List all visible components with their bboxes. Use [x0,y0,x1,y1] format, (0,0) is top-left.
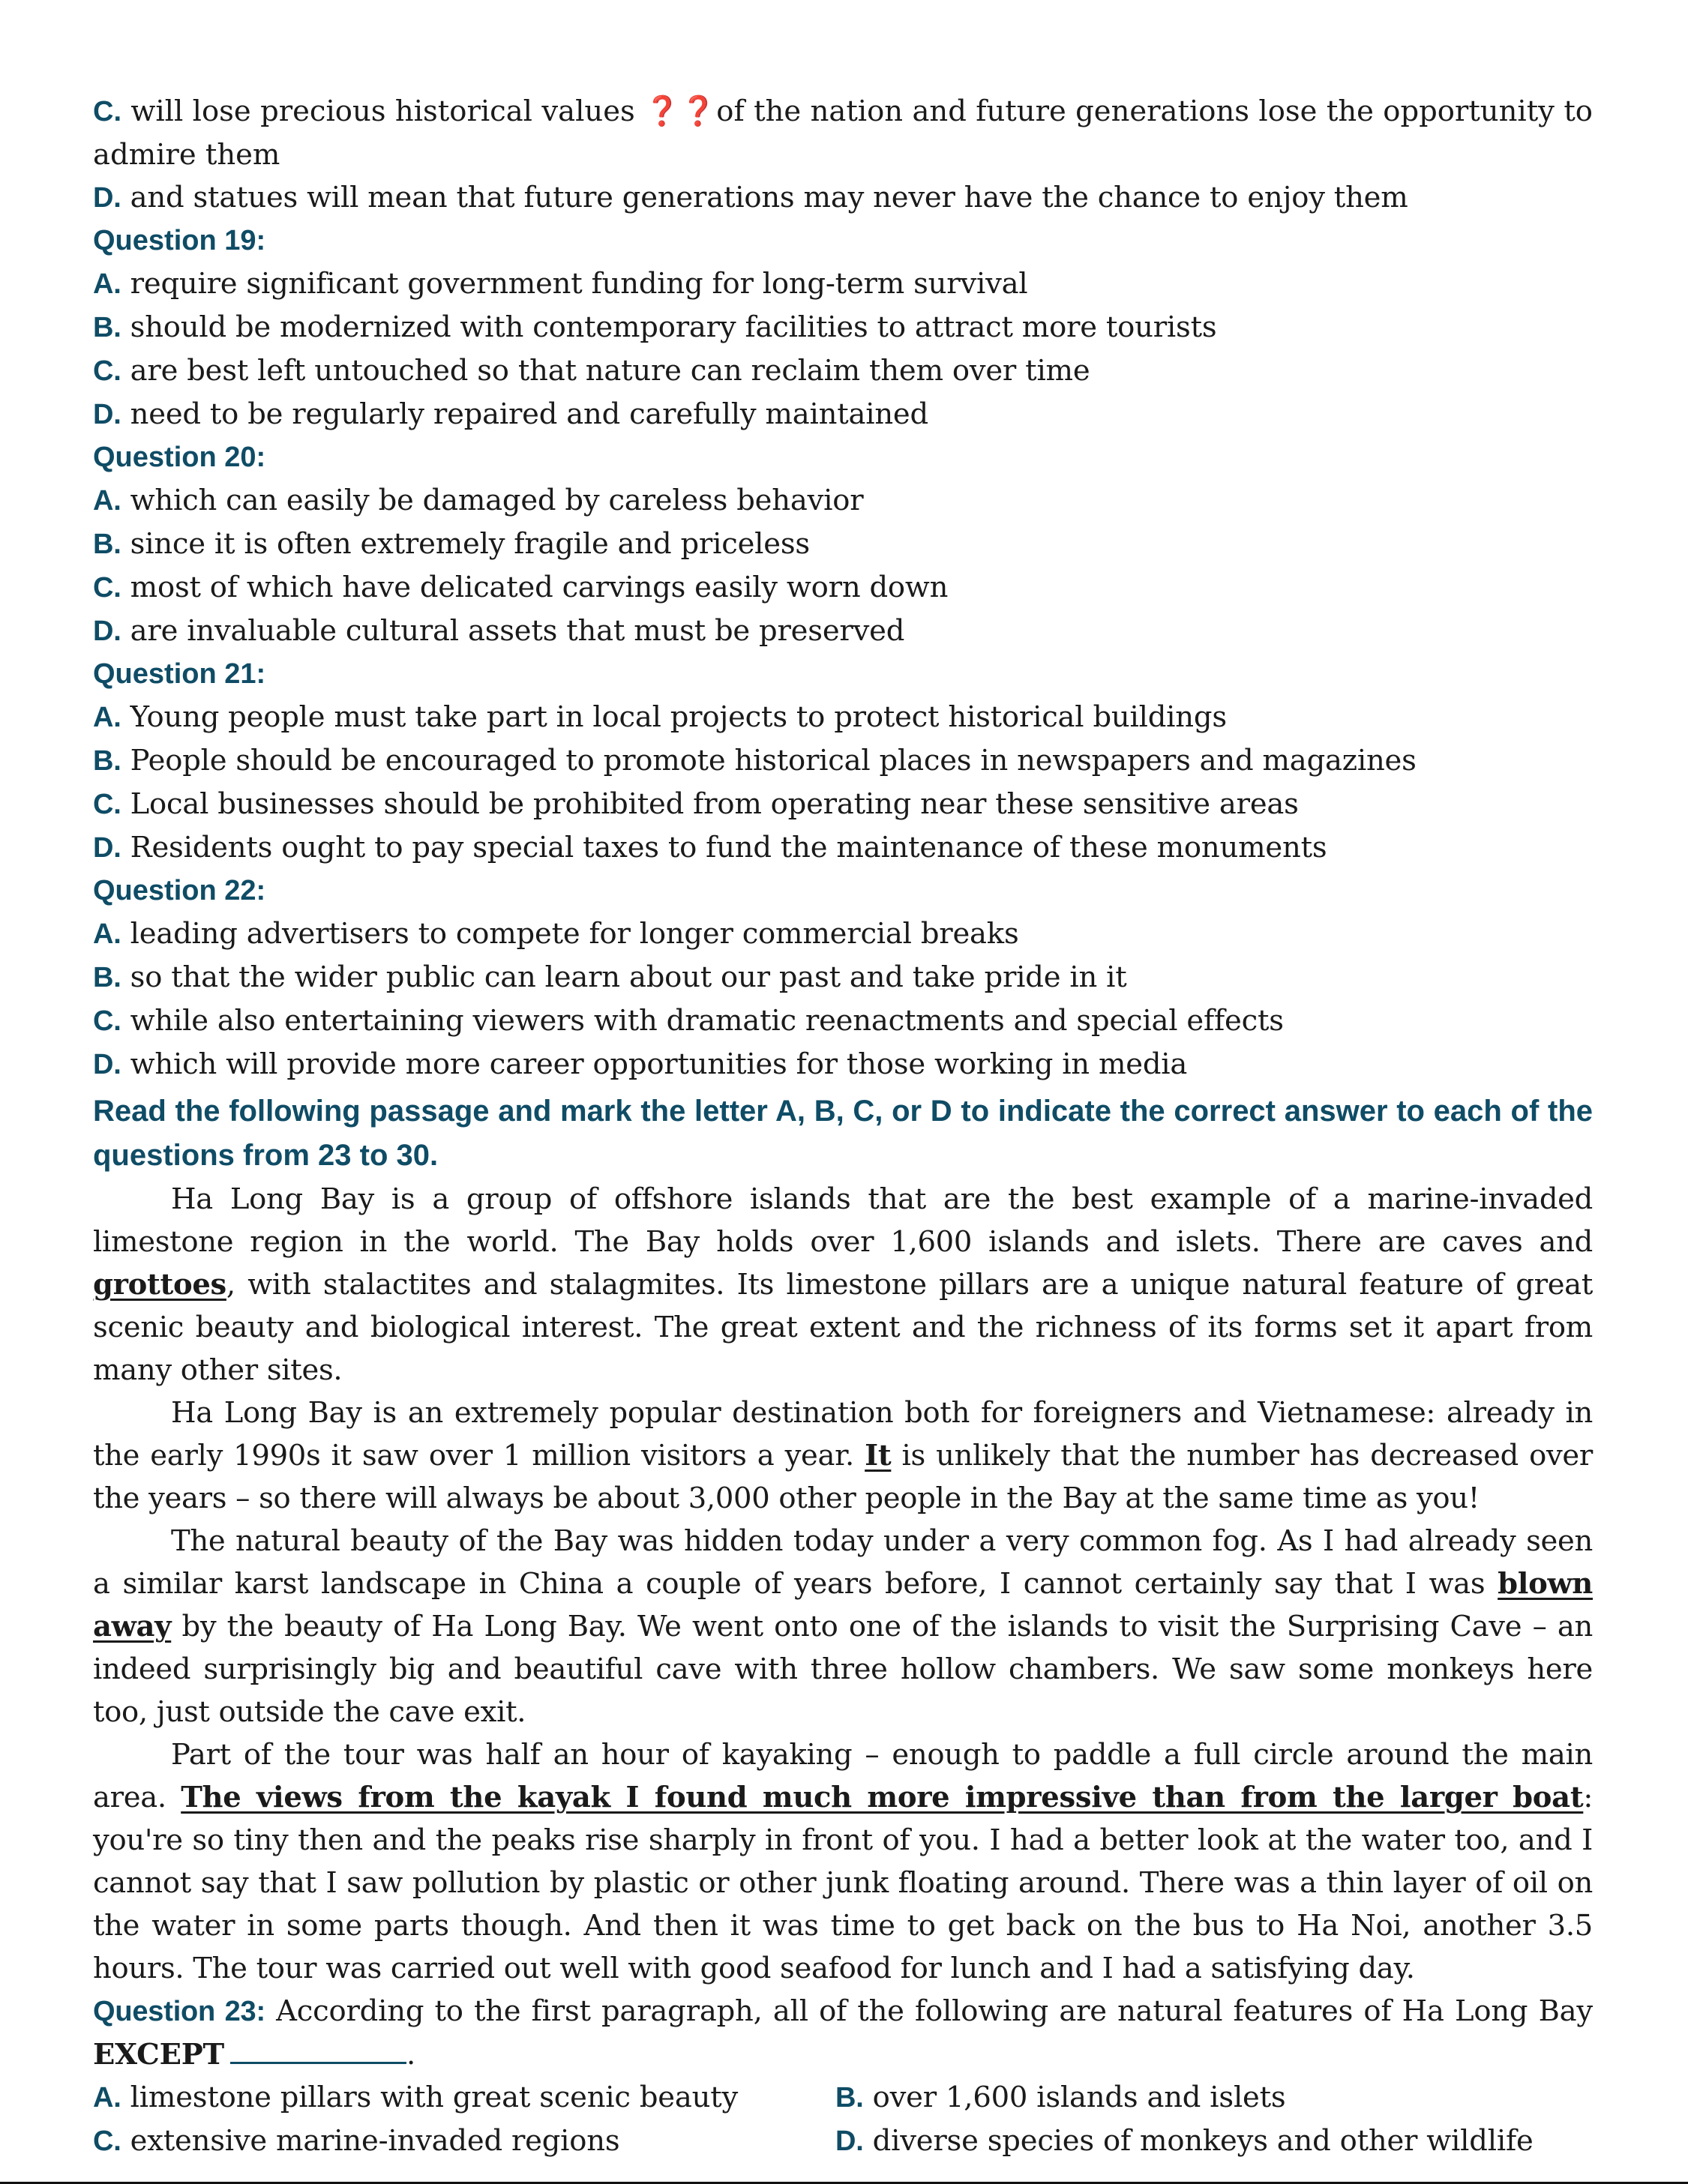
option-text: over 1,600 islands and islets [872,2081,1286,2114]
option-b [93,739,1593,783]
option-letter: B. [93,312,121,343]
option-letter: B. [93,745,121,777]
option-text: so that the wider public can learn about our past and take pride in it [130,960,1127,994]
q18-option-c [93,90,1593,176]
reading-passage [93,1178,1593,1990]
option-c [93,2120,835,2163]
option-letter: D. [93,399,121,430]
question-text: According to the first paragraph, all of the following are natural features of Ha Long Bay [265,1994,1593,2028]
option-text: require significant government funding for long-term survival [130,267,1028,301]
option-letter: D. [93,832,121,864]
option-b [93,956,1593,999]
question-label: Question 21: [93,658,266,690]
option-d [93,1043,1593,1086]
option-letter: B. [93,962,121,993]
highlighted-word-it: It [865,1439,892,1472]
option-text: and statues will mean that future generations may never have the chance to enjoy them [130,181,1408,214]
passage-paragraph-2 [93,1392,1593,1520]
option-text: will lose precious historical values ❓❓of the nation and future generations lose the opportunity to admire them [93,94,1593,172]
option-text: which can easily be damaged by careless behavior [130,484,864,517]
answer-blank [230,2039,406,2064]
text: Ha Long Bay is an extremely popular destination both for foreigners and Vietnamese: already in the early 1990s it saw over 1 million visitors a year. [93,1396,1593,1472]
option-letter: A. [93,2082,121,2114]
option-letter: C. [93,96,121,127]
option-c [93,349,1593,393]
option-letter: A. [93,918,121,950]
option-d [835,2120,1593,2163]
option-letter: B. [835,2082,864,2114]
option-text: Local businesses should be prohibited from operating near these sensitive areas [130,787,1299,821]
text: by the beauty of Ha Long Bay. We went onto one of the islands to visit the Surprising Cave – an indeed surprisingly big and beautiful cave with three hollow chambers. We saw some monkeys here too, just outside the cave exit. [93,1610,1593,1729]
option-text: since it is often extremely fragile and priceless [130,527,810,561]
option-a [93,912,1593,956]
highlighted-word-grottoes: grottoes [93,1268,226,1302]
option-text: which will provide more career opportunities for those working in media [130,1047,1188,1081]
option-b [835,2076,1593,2120]
text: , with stalactites and stalagmites. Its limestone pillars are a unique natural feature of great scenic beauty and biological interest. The great extent and the richness of its forms set it apart from many other sites. [93,1268,1593,1387]
option-b [93,523,1593,566]
option-text: should be modernized with contemporary facilities to attract more tourists [130,310,1217,344]
option-letter: C. [93,1005,121,1037]
question-label: Question 23: [93,1996,265,2027]
option-text: diverse species of monkeys and other wildlife [872,2124,1534,2158]
option-text: most of which have delicated carvings easily worn down [130,571,949,604]
option-letter: B. [93,529,121,560]
question-label: Question 20: [93,442,266,473]
text: Ha Long Bay is a group of offshore islands that are the best example of a marine-invaded limestone region in the world. The Bay holds over 1,600 islands and islets. There are caves and [93,1182,1593,1259]
highlighted-sentence-kayak: The views from the kayak I found much more impressive than from the larger boat [181,1781,1584,1814]
passage-paragraph-3 [93,1520,1593,1733]
highlighted-phrase-blown-away: blown away [93,1567,1593,1643]
option-text: leading advertisers to compete for longer commercial breaks [130,917,1019,951]
option-letter: A. [93,268,121,300]
except-keyword: EXCEPT [93,2038,224,2072]
option-text: need to be regularly repaired and carefully maintained [130,397,928,431]
question-23 [93,1990,1593,2163]
option-letter: D. [93,182,121,214]
option-text: are best left untouched so that nature can reclaim them over time [130,354,1090,388]
passage-paragraph-4 [93,1733,1593,1990]
passage-paragraph-1 [93,1178,1593,1392]
q18-option-d [93,176,1593,220]
option-letter: C. [93,355,121,387]
question-22 [93,870,1593,1086]
option-c [93,783,1593,826]
option-a [93,262,1593,306]
option-text: limestone pillars with great scenic beauty [130,2081,739,2114]
text: is unlikely that the number has decreased over the years – so there will always be about 3,000 other people in the Bay at the same time as you! [93,1439,1593,1515]
option-c [93,999,1593,1043]
option-letter: C. [93,789,121,820]
option-letter: D. [93,1049,121,1080]
option-letter: C. [93,572,121,604]
text: Part of the tour was half an hour of kayaking – enough to paddle a full circle around the main area. [93,1738,1593,1814]
option-text: while also entertaining viewers with dramatic reenactments and special effects [130,1004,1284,1038]
option-c [93,566,1593,610]
option-text: extensive marine-invaded regions [130,2124,620,2158]
option-text: are invaluable cultural assets that must be preserved [130,614,905,648]
text: The natural beauty of the Bay was hidden today under a very common fog. As I had already seen a similar karst landscape in China a couple of years before, I cannot certainly say that I was [93,1524,1593,1601]
section-instruction: Read the following passage and mark the letter A, B, C, or D to indicate the correct answer to each of the questions from 23 to 30. [93,1095,1593,1172]
option-a [93,2076,835,2120]
option-text: People should be encouraged to promote historical places in newspapers and magazines [130,744,1417,777]
option-d [93,393,1593,436]
option-letter: D. [835,2126,864,2157]
question-21 [93,653,1593,870]
exam-page [93,90,1593,2163]
option-d [93,826,1593,870]
question-20 [93,436,1593,653]
options-grid [93,2076,1593,2163]
text: : you're so tiny then and the peaks rise sharply in front of you. I had a better look at the water too, and I cannot say that I saw pollution by plastic or other junk floating around. There was a thin layer of oil on the water in some parts though. And then it was time to get back on the bus to Ha Noi, another 3.5 hours. The tour was carried out well with good seafood for lunch and I had a satisfying day. [93,1781,1593,1985]
option-text: Residents ought to pay special taxes to fund the maintenance of these monuments [130,831,1327,864]
question-stem [93,1990,1593,2076]
stem-end: . [406,2038,415,2072]
option-d [93,610,1593,653]
question-label: Question 22: [93,875,266,906]
option-a [93,696,1593,739]
option-a [93,479,1593,523]
question-label: Question 19: [93,225,266,256]
option-letter: C. [93,2126,121,2157]
option-b [93,306,1593,349]
option-letter: A. [93,485,121,517]
option-letter: D. [93,616,121,647]
option-text: Young people must take part in local projects to protect historical buildings [130,700,1227,734]
option-letter: A. [93,702,121,733]
question-19 [93,220,1593,436]
